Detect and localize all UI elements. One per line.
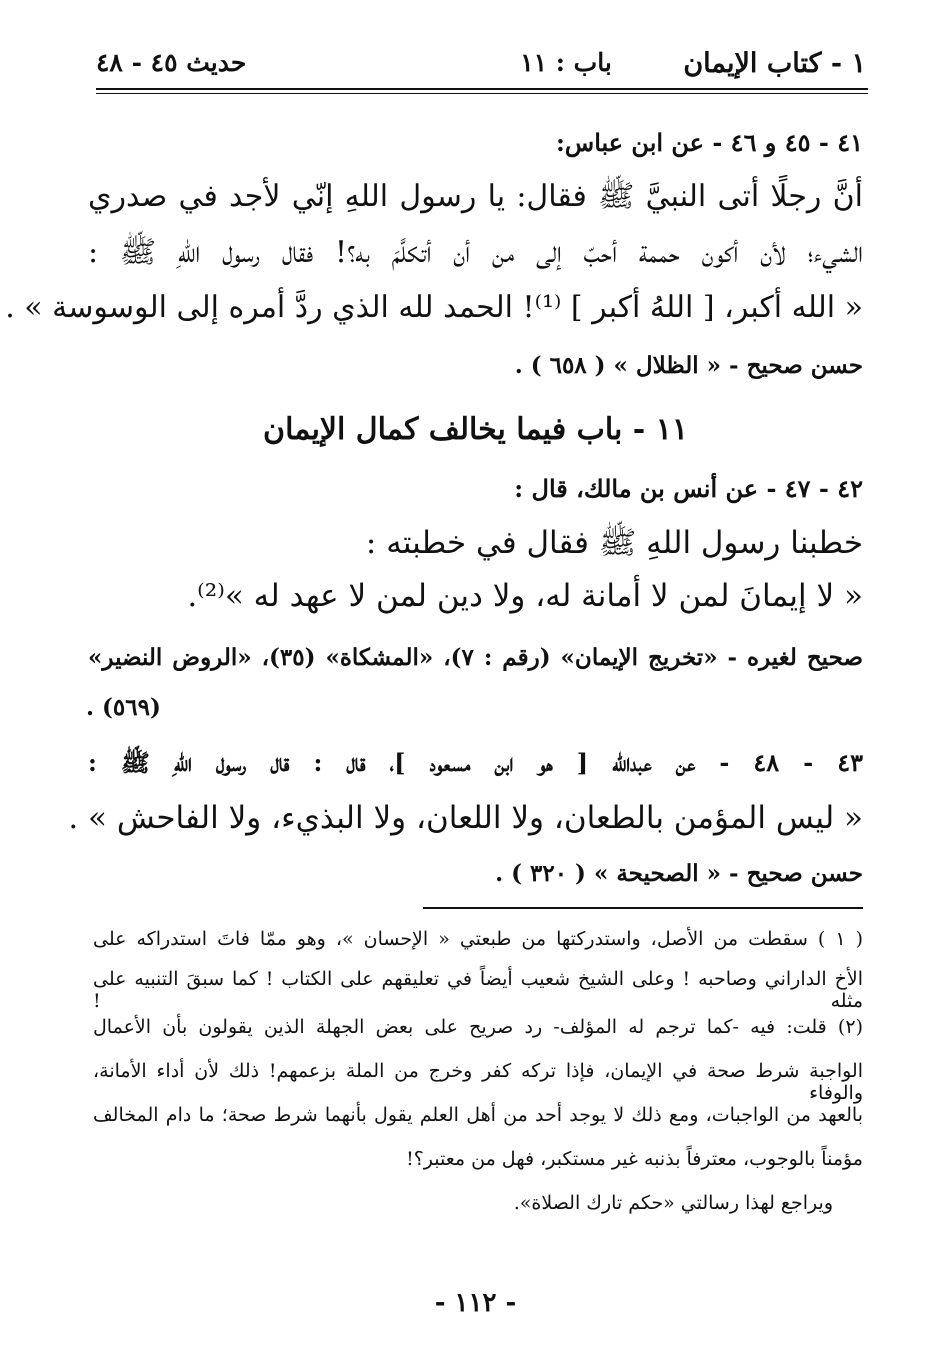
footnote-1-line-1: ( ١ ) سقطت من الأصل، واستدركتها من طبعتي « الإحسان »، وهو ممّا فاتَ استدراكه على bbox=[93, 928, 864, 950]
hadith-42-grade-line-2: (٥٦٩) . bbox=[86, 694, 161, 721]
hadith-42-line-1: خطبنا رسول اللهِ ﷺ فقال في خطبته : bbox=[365, 525, 863, 561]
page-number: - ١١٢ - bbox=[434, 1288, 517, 1318]
hadith-43-grade: حسن صحيح - « الصحيحة » ( ٣٢٠ ) . bbox=[495, 860, 863, 887]
hadith-43-heading: ٤٣ - ٤٨ - عن عبدالله [ هو ابن مسعود ]، قال : قال رسول اللهِ ﷺ : bbox=[88, 748, 863, 777]
hadith-41-line-2: الشيء؛ لأن أكون حممة أحبّ إلى من أن أتكلَّمَ به؟! فقال رسول اللهِ ﷺ : bbox=[88, 235, 863, 270]
chapter-title: ١١ - باب فيما يخالف كمال الإيمان bbox=[263, 412, 688, 447]
header-hadith-range: حديث ٤٥ - ٤٨ bbox=[96, 48, 247, 77]
header-rule-thin bbox=[96, 93, 868, 94]
hadith-43-line-1: « ليس المؤمن بالطعان، ولا اللعان، ولا البذيء، ولا الفاحش » . bbox=[68, 800, 863, 836]
hadith-41-line-3: « الله أكبر، [ اللهُ أكبر ] ⁽¹⁾! الحمد لله الذي ردَّ أمره إلى الوسوسة » . bbox=[5, 290, 863, 325]
footnote-1-line-2: الأخ الداراني وصاحبه ! وعلى الشيخ شعيب أيضاً في تعليقهم على الكتاب ! كما سبقَ التنبيه على مثله ! bbox=[93, 968, 863, 1012]
hadith-41-line-1: أنَّ رجلًا أتى النبيَّ ﷺ فقال: يا رسول اللهِ إنّي لأجد في صدري bbox=[88, 179, 863, 214]
hadith-42-grade-line-1: صحيح لغيره - «تخريج الإيمان» (رقم : ٧)، «المشكاة» (٣٥)، «الروض النضير» bbox=[88, 644, 863, 671]
footnote-2-line-5: ويراجع لهذا رسالتي «حكم تارك الصلاة». bbox=[513, 1192, 833, 1214]
hadith-41-heading: ٤١ - ٤٥ و ٤٦ - عن ابن عباس: bbox=[556, 128, 863, 157]
hadith-42-line-2: « لا إيمانَ لمن لا أمانة له، ولا دين لمن لا عهد له »⁽²⁾. bbox=[187, 578, 863, 614]
header-chapter: باب : ١١ bbox=[520, 48, 612, 77]
footnote-separator bbox=[423, 907, 863, 909]
footnote-2-line-3: بالعهد من الواجبات، ومع ذلك لا يوجد أحد من أهل العلم يقول بأنهما شرط صحة؛ ما دام المخالف bbox=[93, 1104, 863, 1126]
hadith-41-grade: حسن صحيح - « الظلال » ( ٦٥٨ ) . bbox=[514, 352, 863, 379]
hadith-42-heading: ٤٢ - ٤٧ - عن أنس بن مالك، قال : bbox=[514, 474, 863, 503]
header-book-title: ١ - كتاب الإيمان bbox=[683, 48, 866, 79]
running-header bbox=[96, 44, 866, 84]
header-rule-thick bbox=[96, 88, 868, 90]
footnote-2-line-1: (٢) قلت: فيه -كما ترجم له المؤلف- رد صريح على بعض الجهلة الذين يقولون بأن الأعمال bbox=[93, 1016, 863, 1038]
footnote-2-line-4: مؤمناً بالوجوب، معترفاً بذنبه غير مستكبر، فهل من معتبر؟! bbox=[406, 1148, 863, 1170]
footnote-2-line-2: الواجبة شرط صحة في الإيمان، فإذا تركه كفر وخرج من الملة بزعمهم! ذلك لأن أداء الأمانة، والوفاء bbox=[93, 1060, 863, 1104]
